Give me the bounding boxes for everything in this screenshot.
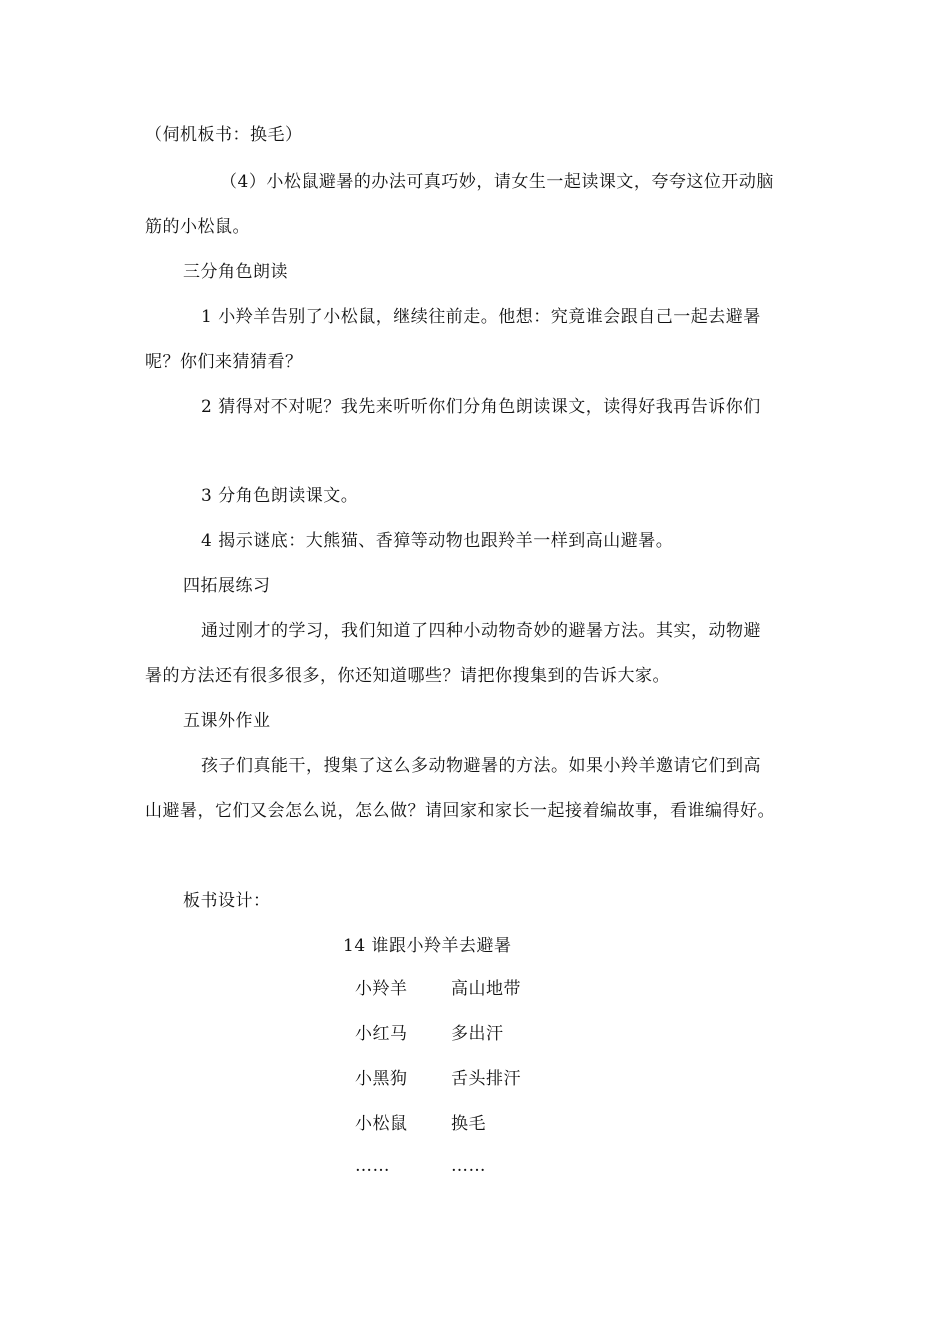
paragraph-line: 呢？你们来猜猜看？ [145, 352, 303, 372]
board-method: …… [451, 1156, 486, 1176]
board-design-label: 板书设计： [183, 891, 271, 911]
board-animal: 小松鼠 [355, 1114, 408, 1134]
note-line: （伺机板书：换毛） [145, 125, 303, 145]
section-heading: 四拓展练习 [183, 576, 271, 596]
board-method: 高山地带 [451, 979, 521, 999]
board-method: 多出汗 [451, 1024, 504, 1044]
board-animal: 小羚羊 [355, 979, 408, 999]
paragraph-line: 筋的小松鼠。 [145, 217, 250, 237]
paragraph-line: 孩子们真能干，搜集了这么多动物避暑的方法。如果小羚羊邀请它们到高 [201, 756, 761, 776]
paragraph-line: 4 揭示谜底：大熊猫、香獐等动物也跟羚羊一样到高山避暑。 [201, 531, 674, 551]
section-heading: 五课外作业 [183, 711, 271, 731]
section-heading: 三分角色朗读 [183, 262, 288, 282]
paragraph-line: 暑的方法还有很多很多，你还知道哪些？请把你搜集到的告诉大家。 [145, 666, 670, 686]
board-method: 舌头排汗 [451, 1069, 521, 1089]
paragraph-line: 通过刚才的学习，我们知道了四种小动物奇妙的避暑方法。其实，动物避 [201, 621, 761, 641]
board-title: 14 谁跟小羚羊去避暑 [343, 936, 512, 956]
board-animal: …… [355, 1156, 390, 1176]
board-animal: 小黑狗 [355, 1069, 408, 1089]
paragraph-line: 1 小羚羊告别了小松鼠，继续往前走。他想：究竟谁会跟自己一起去避暑 [201, 307, 761, 327]
paragraph-line: （4）小松鼠避暑的办法可真巧妙，请女生一起读课文，夸夸这位开动脑 [220, 172, 774, 192]
paragraph-line: 3 分角色朗读课文。 [201, 486, 359, 506]
paragraph-line: 山避暑，它们又会怎么说，怎么做？请回家和家长一起接着编故事，看谁编得好。 [145, 801, 775, 821]
paragraph-line: 2 猜得对不对呢？我先来听听你们分角色朗读课文，读得好我再告诉你们 [201, 397, 761, 417]
board-method: 换毛 [451, 1114, 486, 1134]
board-animal: 小红马 [355, 1024, 408, 1044]
